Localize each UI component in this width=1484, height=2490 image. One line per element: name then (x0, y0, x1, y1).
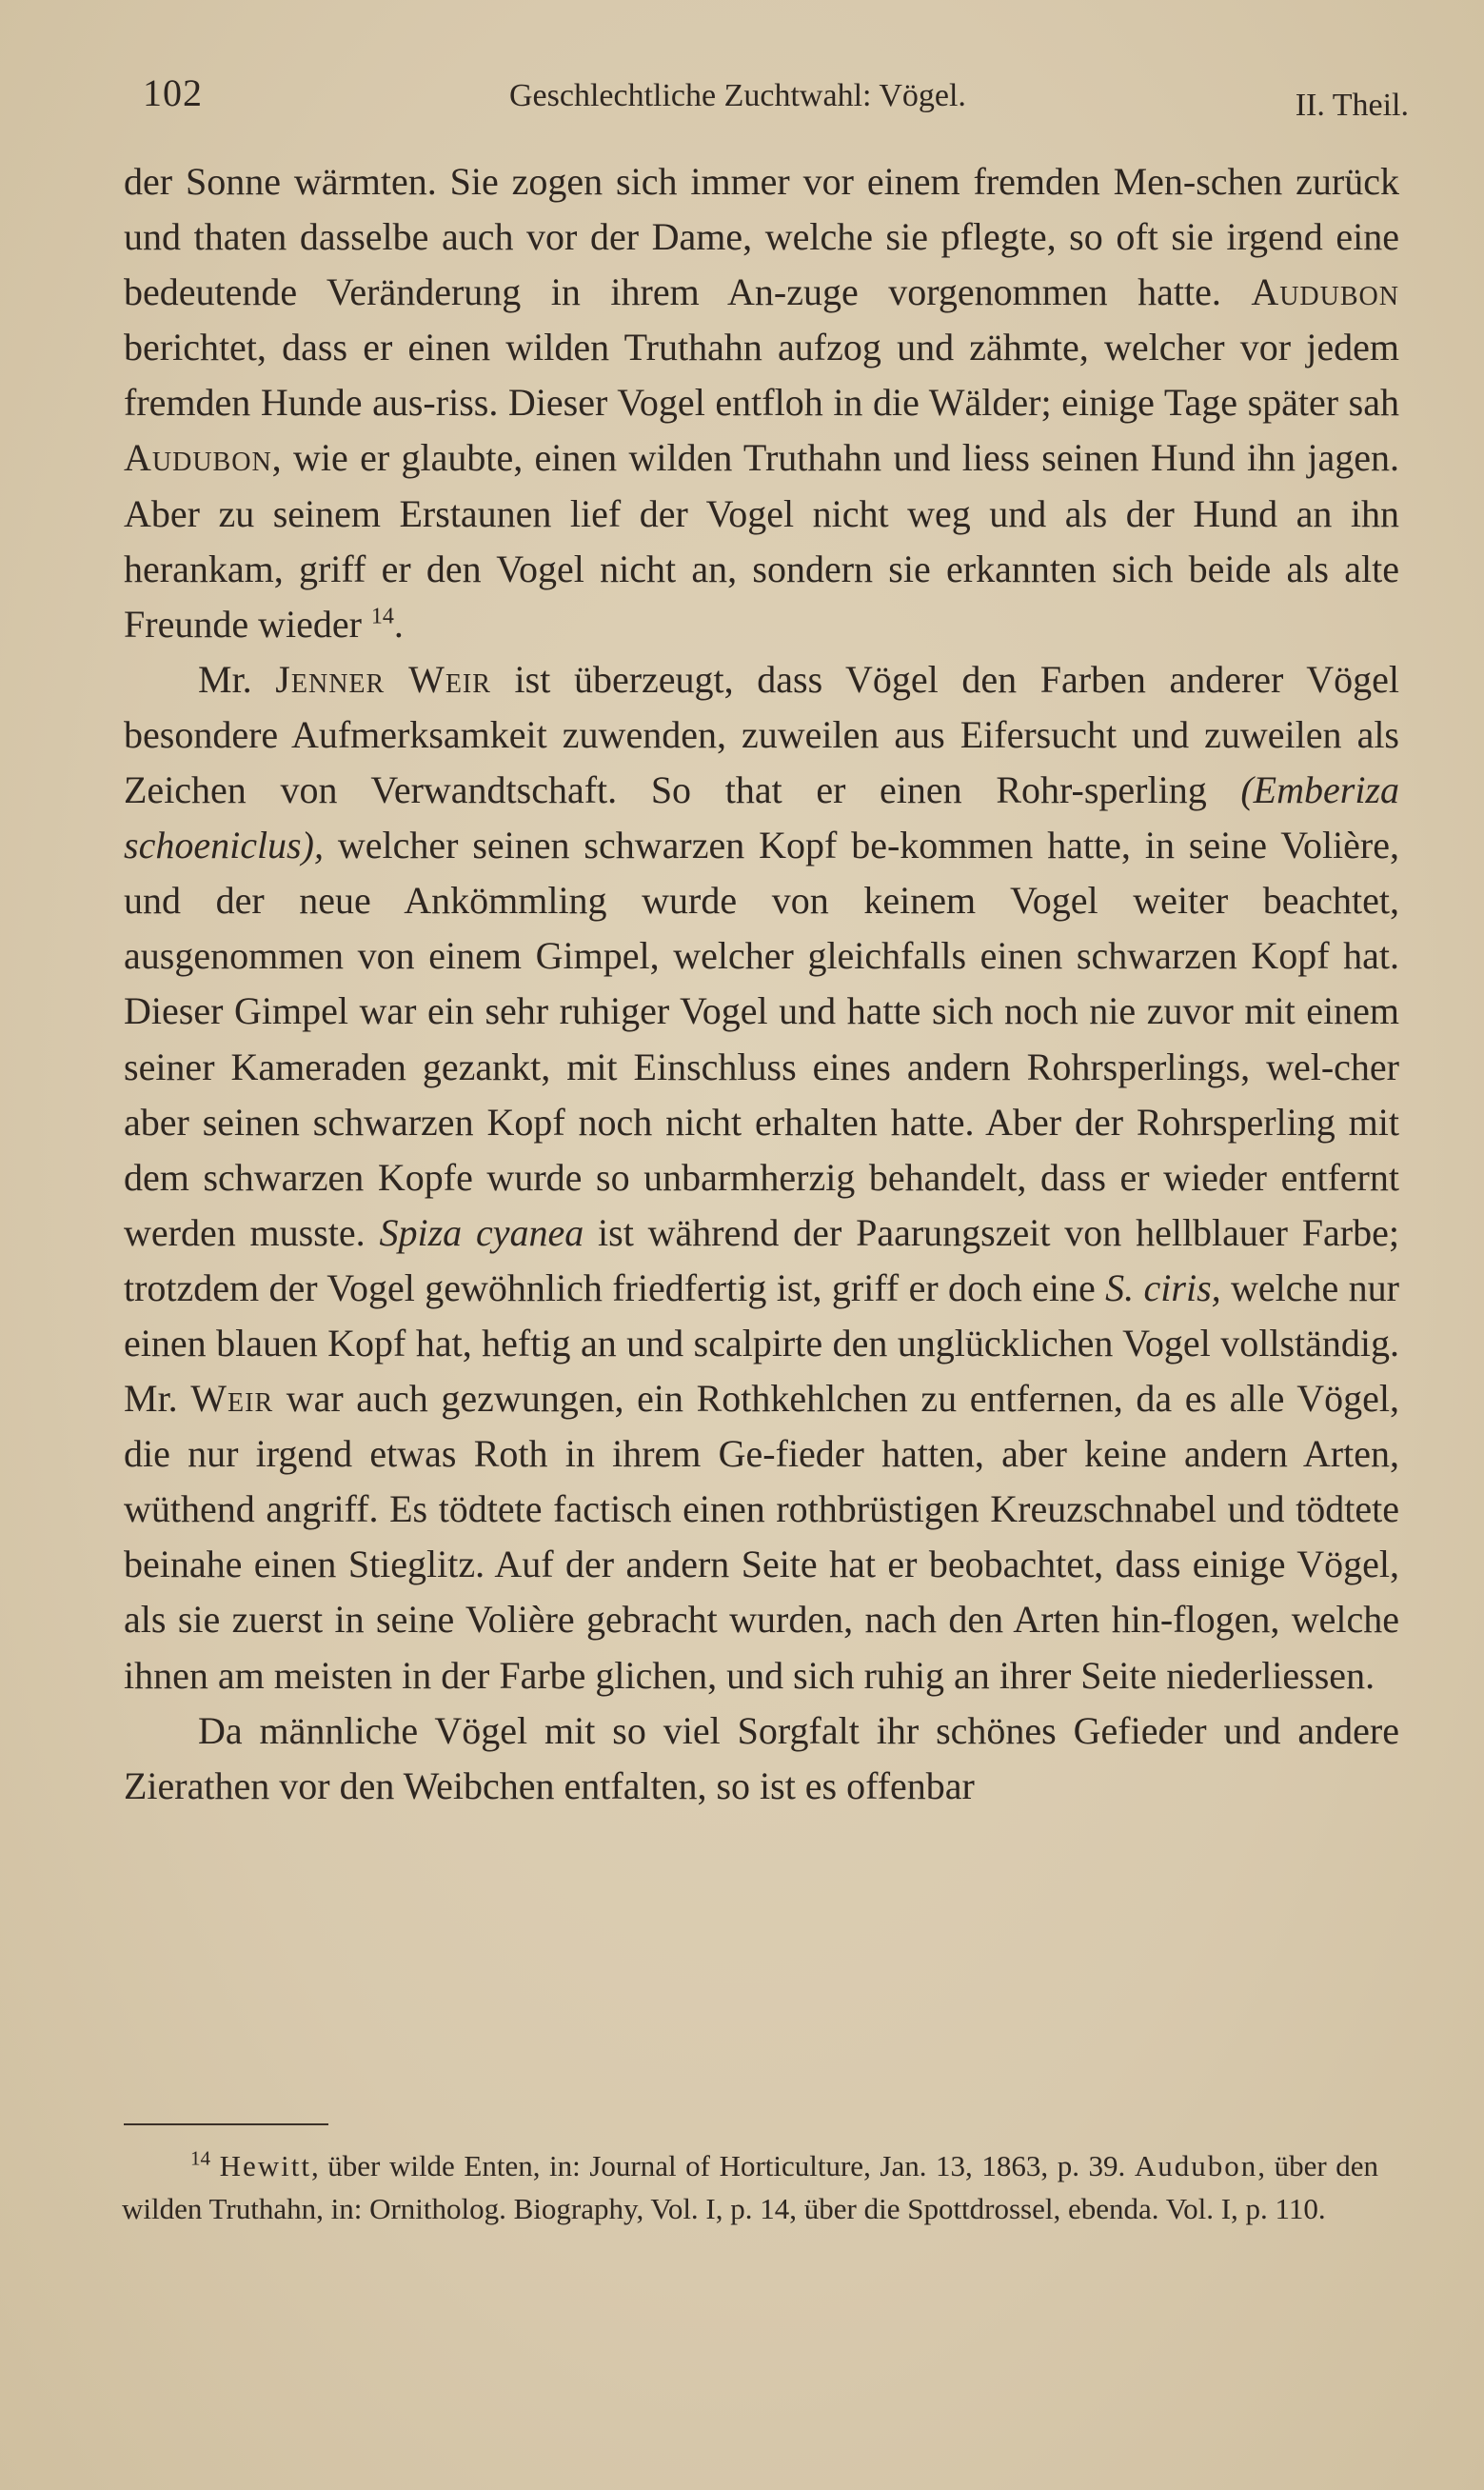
paragraph-2-text-b: ist überzeugt, dass Vögel den Farben anderer Vögel besondere Aufmerksamkeit zuwenden, zuweilen aus Eifersucht und zuweilen als Zeichen von Verwandtschaft. So that er einen Rohr-sperling (124, 657, 1399, 812)
paragraph-1-text-c: , wie er glaubte, einen wilden Truthahn und liess seinen Hund ihn jagen. Aber zu seinem Erstaunen lief der Vogel nicht weg und als der Hund an ihn herankam, griff er den Vogel nicht an, sondern sie erkannten sich beide als alte Freunde wieder (124, 436, 1399, 646)
footnote-divider (124, 2123, 328, 2125)
running-title: Geschlechtliche Zuchtwahl: Vögel. (509, 78, 966, 113)
footnote-text-a: , über wilde Enten, in: Journal of Horticulture, Jan. 13, 1863, p. 39. (310, 2149, 1135, 2182)
author-name-jenner-weir: Jenner Weir (275, 657, 491, 701)
footnote-reference: 14 (370, 604, 394, 629)
paragraph-2-text-f: war auch gezwungen, ein Rothkehlchen zu entfernen, da es alle Vögel, die nur irgend etwas Roth in ihrem Ge-fieder hatten, aber keine andern Arten, wüthend angriff. Es tödtete factisch einen rothbrüstigen Kreuzschnabel und tödtete beinahe einen Stieglitz. Auf der andern Seite hat er beobachtet, dass einige Vögel, als sie zuerst in seine Volière gebracht wurden, nach den Arten hin-flogen, welche ihnen am meisten in der Farbe glichen, und sich ruhig an ihrer Seite niederliessen. (124, 1377, 1399, 1697)
paragraph-1-text-d: . (393, 602, 404, 646)
species-name: Spiza cyanea (379, 1210, 584, 1254)
page-header (143, 65, 1409, 131)
footnote-text-b: , über den wilden Truthahn, in: Ornitholog. Biography, Vol. I, p. 14, über die Spottdrossel, ebenda. Vol. I, p. 110. (122, 2149, 1378, 2225)
author-name-audubon: Audubon (1251, 270, 1399, 314)
footnote-author-hewitt: Hewitt (219, 2149, 311, 2182)
paragraph-3-text: Da männliche Vögel mit so viel Sorgfalt ihr schönes Gefieder und andere Zierathen vor den Weibchen entfalten, so ist es offenbar (124, 1708, 1399, 1807)
paragraph-2-text-d: ist während der Paarungszeit von hellblauer Farbe; trotzdem der Vogel gewöhnlich friedfertig ist, griff er doch eine (124, 1210, 1399, 1309)
species-name: (Emberiza schoeniclus), (124, 768, 1399, 867)
paragraph-1 (124, 154, 1399, 652)
footnote (122, 2144, 1378, 2230)
author-name-weir: Weir (190, 1377, 274, 1421)
part-label: II. Theil. (1295, 88, 1409, 123)
body-text (124, 154, 1399, 1814)
paragraph-1-text-b: berichtet, dass er einen wilden Truthahn aufzog und zähmte, welcher vor jedem fremden Hunde aus-riss. Dieser Vogel entfloh in die Wälder; einige Tage später sah (124, 326, 1399, 425)
footnote-author-audubon: Audubon (1134, 2149, 1258, 2182)
paragraph-2-text-c: welcher seinen schwarzen Kopf be-kommen hatte, in seine Volière, und der neue Ankömmling wurde von keinem Vogel weiter beachtet, ausgenommen von einem Gimpel, welcher gleichfalls einen schwarzen Kopf hat. Dieser Gimpel war ein sehr ruhiger Vogel und hatte sich noch nie zuvor mit einem seiner Kameraden gezankt, mit Einschluss eines andern Rohrsperlings, wel-cher aber seinen schwarzen Kopf noch nicht erhalten hatte. Aber der Rohrsperling mit dem schwarzen Kopfe wurde so unbarmherzig behandelt, dass er wieder entfernt werden musste. (124, 824, 1399, 1254)
footnote-marker: 14 (190, 2146, 210, 2170)
paragraph-1-text-a: der Sonne wärmten. Sie zogen sich immer vor einem fremden Men-schen zurück und thaten dasselbe auch vor der Dame, welche sie pflegte, so oft sie irgend eine bedeutende Veränderung in ihrem An-zuge vorgenommen hatte. (124, 160, 1399, 314)
paragraph-3 (124, 1703, 1399, 1814)
species-name: S. ciris, (1105, 1265, 1221, 1309)
author-name-audubon: Audubon (124, 436, 272, 480)
page-number: 102 (143, 71, 203, 114)
paragraph-2-text-a: Mr. (198, 657, 276, 701)
paragraph-2-text-e: welche nur einen blauen Kopf hat, heftig an und scalpirte den unglücklichen Vogel vollständig. Mr. (124, 1265, 1399, 1421)
paragraph-2 (124, 652, 1399, 1703)
